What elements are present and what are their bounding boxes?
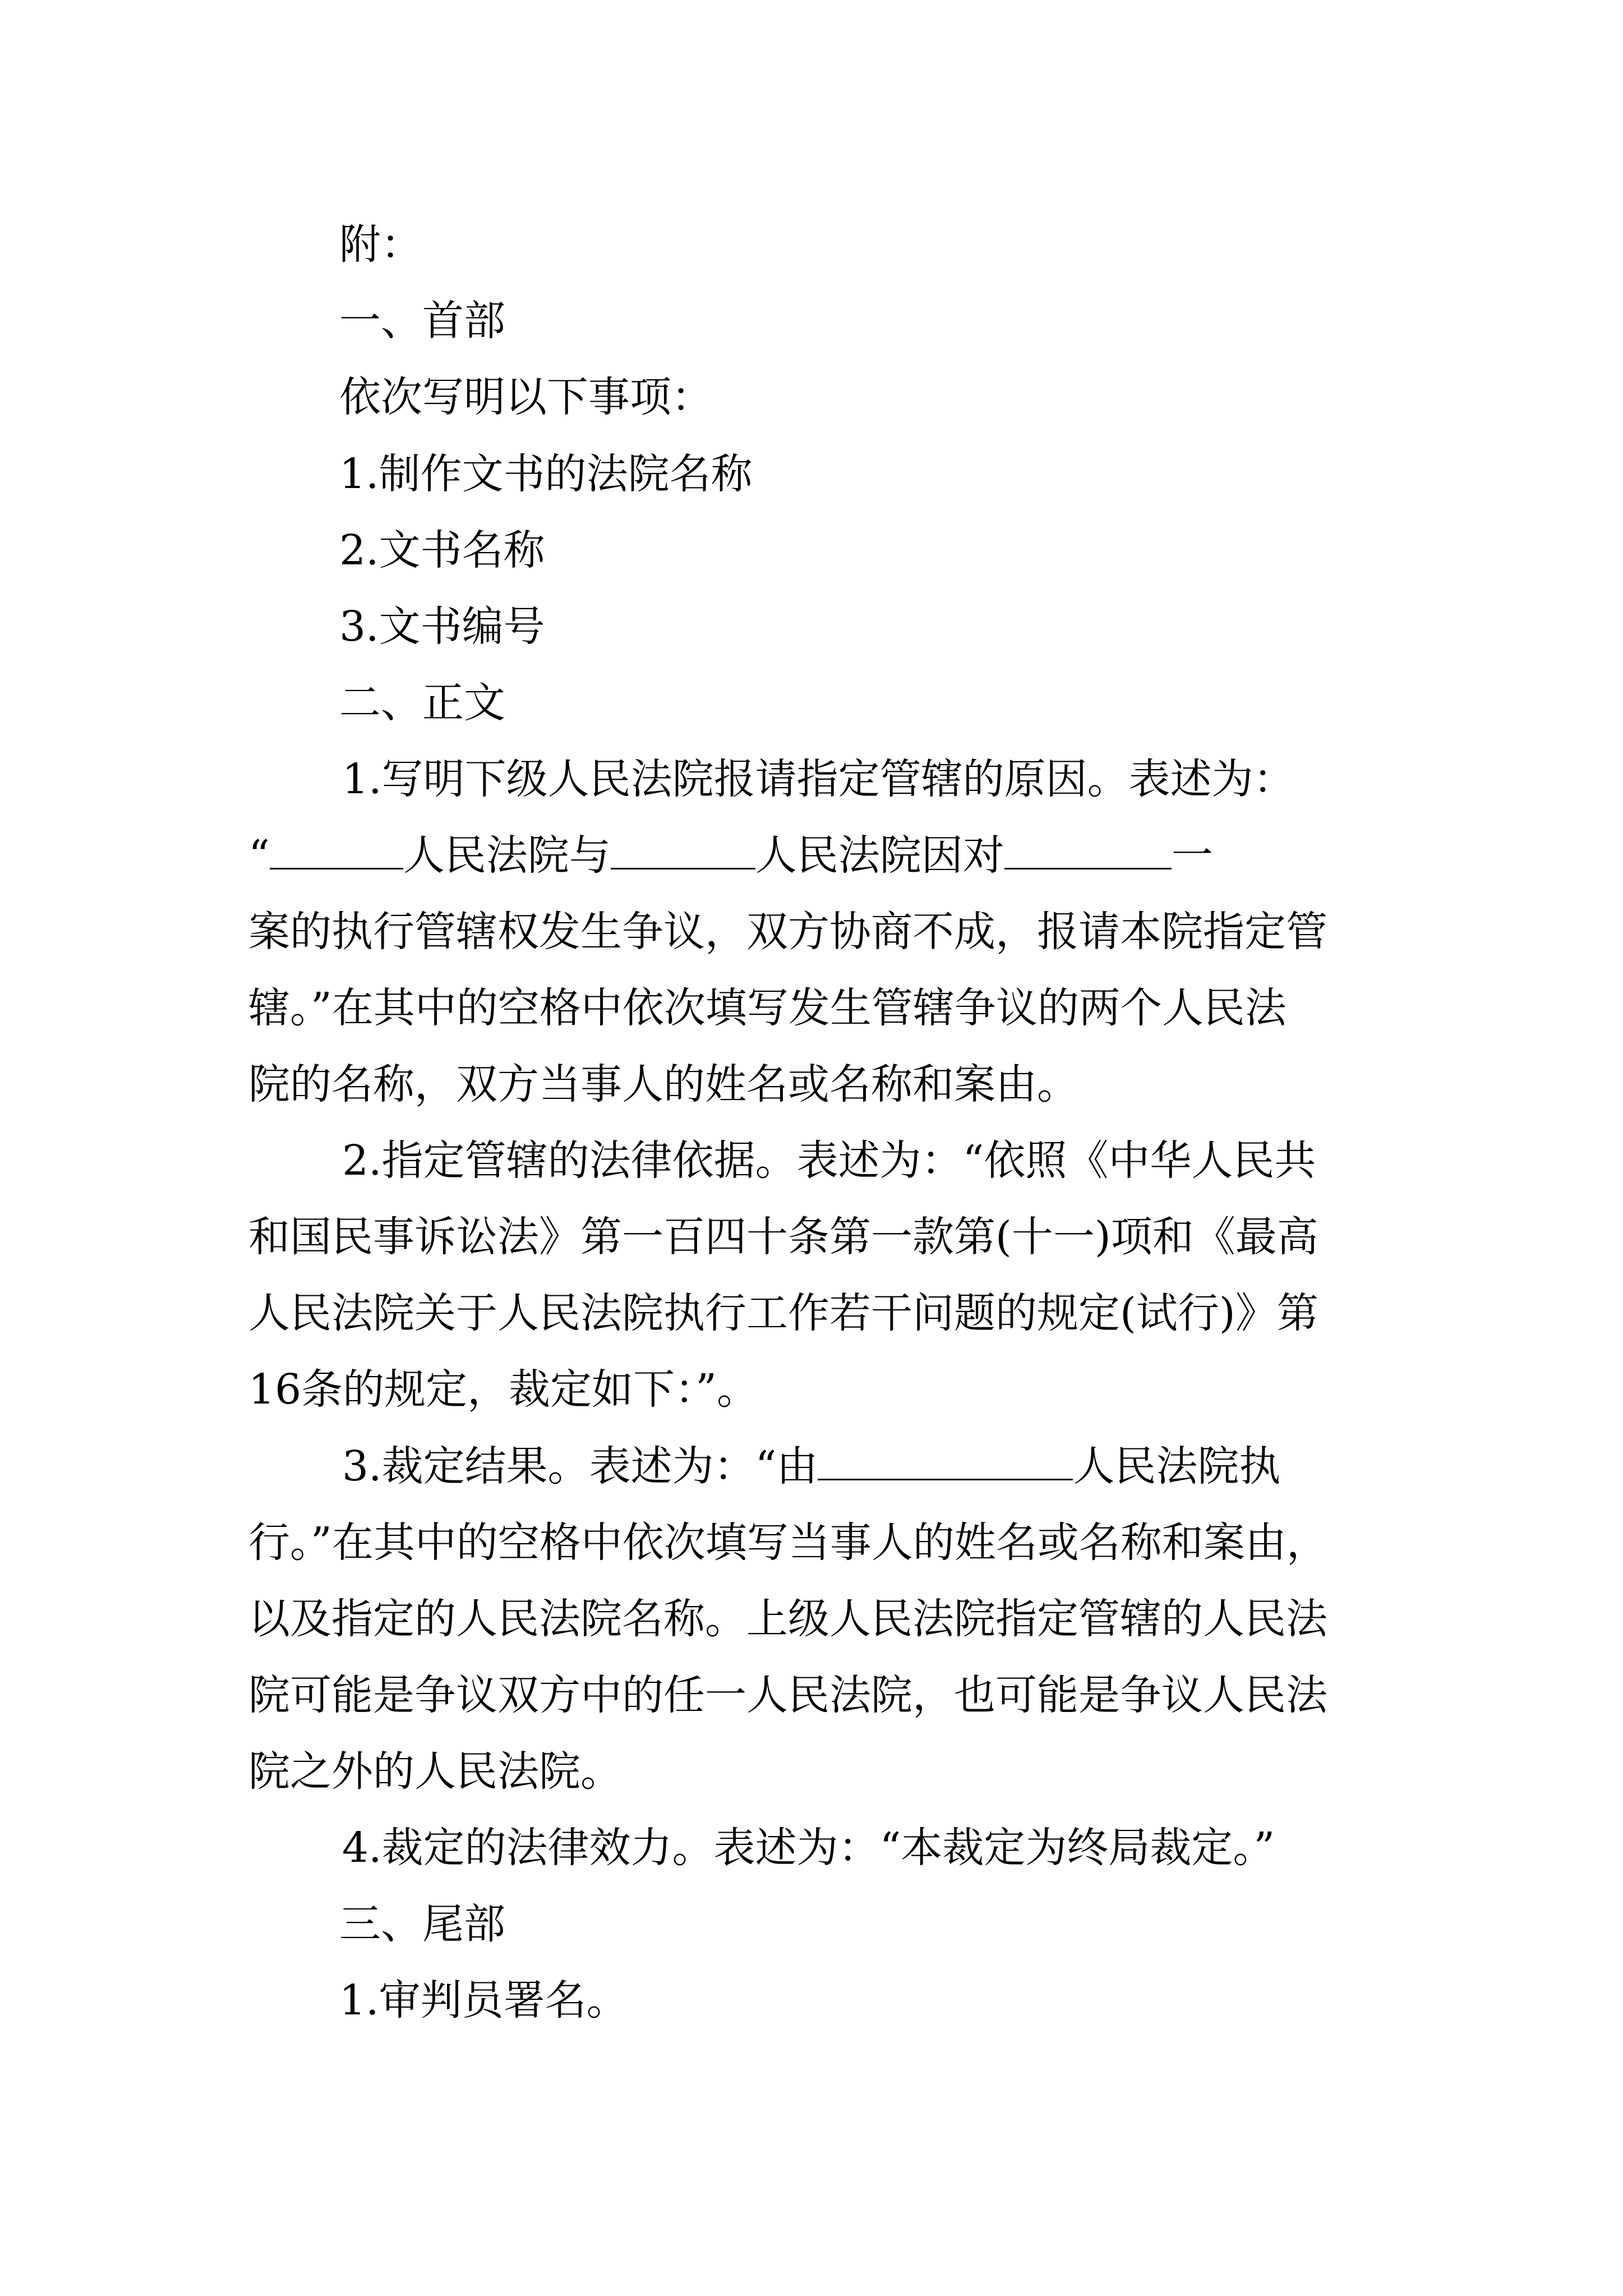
body-text-line: 院之外的人民法院。 — [248, 1747, 622, 1796]
body-item-1-line: 1.写明下级人民法院报请指定管辖的原因。表述为： — [342, 755, 1295, 803]
ruling-text-1: 3.裁定结果。表述为：“由 — [342, 1442, 818, 1490]
body-item-2-line: 2.指定管辖的法律依据。表述为：“依照《中华人民共 — [342, 1137, 1316, 1185]
blank-court-designated — [818, 1444, 1073, 1480]
open-quote: “ — [248, 831, 270, 880]
body-item-1-template-line — [248, 827, 1213, 884]
section-heading-footer: 三、尾部 — [339, 1900, 505, 1948]
body-text-line: 人民法院关于人民法院执行工作若干问题的规定(试行)》第 — [248, 1289, 1318, 1337]
body-item-3-line — [342, 1438, 1280, 1494]
header-item-1: 1.制作文书的法院名称 — [339, 450, 753, 498]
section-heading-header: 一、首部 — [339, 297, 505, 345]
blank-case — [1004, 833, 1172, 869]
body-text-line: 行。”在其中的空格中依次填写当事人的姓名或名称和案由， — [248, 1519, 1328, 1567]
footer-item-1: 1.审判员署名。 — [339, 1976, 628, 2024]
ruling-text-2: 人民法院执 — [1073, 1442, 1281, 1490]
header-item-2: 2.文书名称 — [339, 526, 545, 574]
template-text-1: 人民法院与 — [403, 831, 611, 880]
blank-court-1 — [270, 833, 403, 869]
section-heading-body: 二、正文 — [339, 679, 505, 727]
header-intro-text: 依次写明以下事项： — [339, 373, 713, 421]
appendix-label: 附： — [339, 220, 422, 269]
blank-court-2 — [611, 833, 755, 869]
body-text-line: 以及指定的人民法院名称。上级人民法院指定管辖的人民法 — [248, 1595, 1327, 1643]
body-item-4-line: 4.裁定的法律效力。表述为：“本裁定为终局裁定。” — [342, 1824, 1275, 1872]
body-text-line: 案的执行管辖权发生争议，双方协商不成，报请本院指定管 — [248, 908, 1327, 956]
body-text-line: 和国民事诉讼法》第一百四十条第一款第(十一)项和《最高 — [248, 1213, 1318, 1261]
body-text-line: 院可能是争议双方中的任一人民法院，也可能是争议人民法 — [248, 1671, 1327, 1719]
body-text-line: 辖。”在其中的空格中依次填写发生管辖争议的两个人民法 — [248, 984, 1287, 1032]
body-text-line: 16条的规定，裁定如下：”。 — [248, 1365, 758, 1414]
header-item-3: 3.文书编号 — [339, 602, 545, 651]
template-text-3: 一 — [1171, 831, 1213, 880]
template-text-2: 人民法院因对 — [755, 831, 1004, 880]
body-text-line: 院的名称，双方当事人的姓名或名称和案由。 — [248, 1060, 1078, 1108]
